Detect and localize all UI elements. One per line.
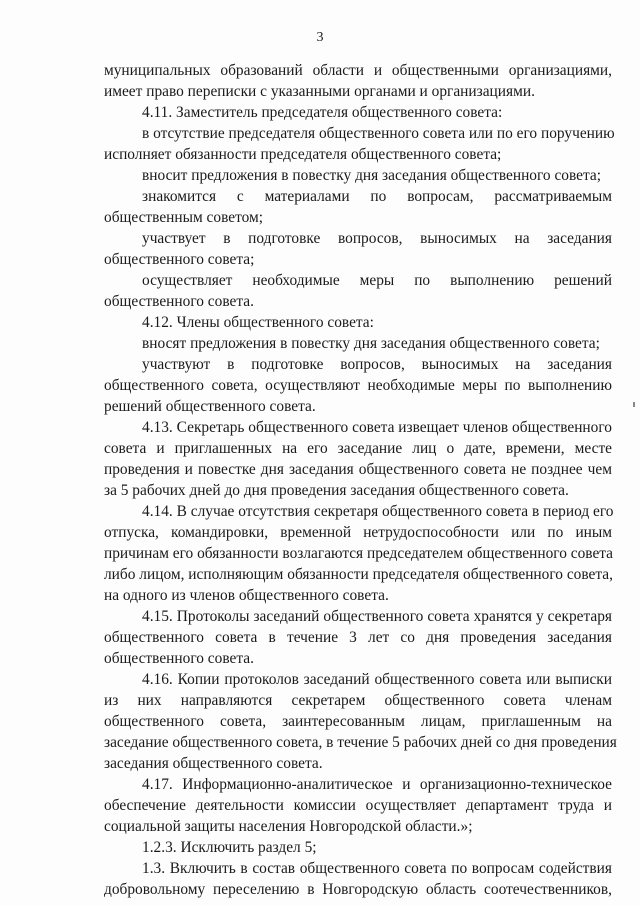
text-line: муниципальных образований области и общественными организациями, <box>104 62 612 79</box>
text-line: 4.11. Заместитель председателя общественного совета: <box>142 104 503 121</box>
text-line: 4.12. Члены общественного совета: <box>142 314 374 331</box>
text-line: социальной защиты населения Новгородской области.»; <box>104 818 473 835</box>
text-line: заседание общественного совета, в течение 5 рабочих дней со дня проведения <box>104 734 617 751</box>
text-line: 4.16. Копии протоколов заседаний общественного совета или выписки <box>142 671 612 688</box>
text-line: в отсутствие председателя общественного совета или по его поручению <box>142 125 615 142</box>
text-line: за 5 рабочих дней до дня проведения заседания общественного совета. <box>104 482 569 499</box>
text-line: проведения и повестке дня заседания общественного совета не позднее чем <box>104 461 612 478</box>
text-line: общественного совета. <box>104 293 254 310</box>
text-line: осуществляет необходимые меры по выполнению решений <box>142 272 612 289</box>
text-line: 4.14. В случае отсутствия секретаря общественного совета в период его <box>142 503 614 520</box>
text-line: вносит предложения в повестку дня заседания общественного совета; <box>142 167 602 184</box>
text-line: общественного совета. <box>104 650 254 667</box>
text-line: исполняет обязанности председателя общественного совета; <box>104 146 502 163</box>
text-line: вносят предложения в повестку дня заседания общественного совета; <box>142 335 600 352</box>
text-line: решений общественного совета. <box>104 398 316 415</box>
page-number: 3 <box>316 30 324 45</box>
text-line: знакомится с материалами по вопросам, рассматриваемым <box>142 188 612 205</box>
text-line: общественного совета, осуществляют необходимые меры по выполнению <box>104 377 612 394</box>
text-line: участвуют в подготовке вопросов, выносимых на заседания <box>142 356 612 373</box>
scan-artifact <box>633 402 635 407</box>
text-line: заседания общественного совета. <box>104 755 323 772</box>
text-line: на одного из членов общественного совета. <box>104 587 389 604</box>
text-line: из них направляются секретарем общественного совета членам <box>104 692 612 709</box>
text-line: совета и приглашенных на его заседание лиц о дате, времени, месте <box>104 440 612 457</box>
text-line: общественного совета; <box>104 251 255 268</box>
text-line: 4.17. Информационно-аналитическое и организационно-техническое <box>142 776 612 793</box>
text-line: 1.2.3. Исключить раздел 5; <box>142 839 317 856</box>
text-line: добровольному переселению в Новгородскую область соотечественников, <box>104 881 612 898</box>
text-line: обеспечение деятельности комиссии осуществляет департамент труда и <box>104 797 612 814</box>
text-line: участвует в подготовке вопросов, выносимых на заседания <box>142 230 612 247</box>
text-line: отпуска, командировки, временной нетрудоспособности или по иным <box>104 524 612 541</box>
text-line: общественного совета, заинтересованным лицам, приглашенным на <box>104 713 612 730</box>
text-line: общественным советом; <box>104 209 264 226</box>
text-line: причинам его обязанности возлагаются председателем общественного совета <box>104 545 614 562</box>
text-line: 4.15. Протоколы заседаний общественного совета хранятся у секретаря <box>142 608 612 625</box>
text-line: либо лицом, исполняющим обязанности председателя общественного совета, <box>104 566 613 583</box>
text-line: имеет право переписки с указанными органами и организациями. <box>104 83 535 100</box>
text-line: общественного совета в течение 3 лет со дня проведения заседания <box>104 629 612 646</box>
text-line: 4.13. Секретарь общественного совета извещает членов общественного <box>142 419 612 436</box>
text-line: 1.3. Включить в состав общественного совета по вопросам содействия <box>142 860 612 877</box>
